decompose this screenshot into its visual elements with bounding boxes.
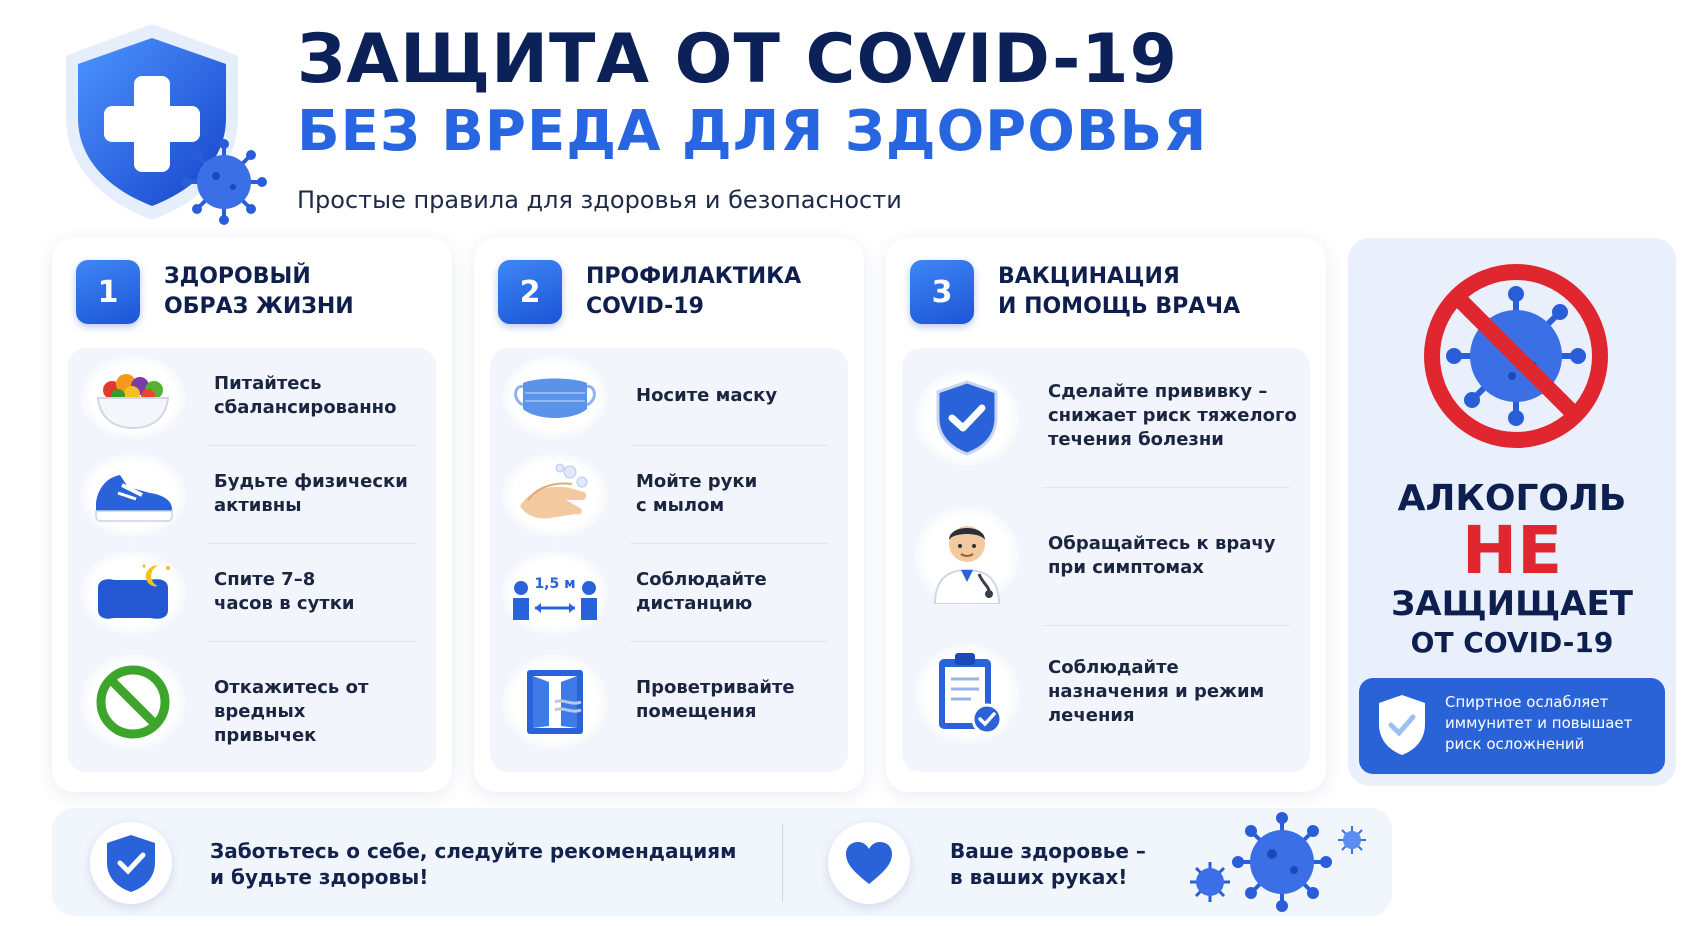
clipboard-check-icon: [914, 644, 1020, 744]
tagline: Простые правила для здоровья и безопасности: [297, 186, 902, 214]
footer-left-text: Заботьтесь о себе, следуйте рекомендациям и будьте здоровы!: [210, 839, 737, 889]
hand-wash-icon: [502, 453, 608, 537]
item-text: Соблюдайте назначения и режим лечения: [1048, 657, 1265, 726]
item-text: Носите маску: [636, 385, 778, 406]
virus-icon: [1172, 808, 1372, 916]
card-vaccination: [886, 238, 1326, 792]
step-number-badge: 2: [498, 260, 562, 324]
heart-icon: [828, 822, 910, 904]
alcohol-line-2: НЕ: [1461, 512, 1563, 589]
item-text: Будьте физически активны: [214, 471, 408, 516]
item-text: Мойте руки с мылом: [636, 471, 758, 516]
shield-plus-icon: [52, 18, 267, 228]
item-text: Спите 7–8 часов в сутки: [214, 569, 355, 614]
alcohol-line-4: ОТ COVID-19: [1410, 626, 1614, 659]
alcohol-line-3: ЗАЩИЩАЕТ: [1391, 584, 1633, 624]
card-title: ПРОФИЛАКТИКА COVID-19: [586, 264, 802, 319]
window-icon: [502, 654, 608, 750]
item-text: Соблюдайте дистанцию: [636, 569, 767, 614]
list-item: [68, 544, 436, 642]
footer-banner: [52, 808, 1392, 916]
list-item: [68, 446, 436, 544]
food-bowl-icon: [80, 355, 186, 439]
list-item: [490, 446, 848, 544]
card-prevention: [474, 238, 864, 792]
list-item: [490, 544, 848, 642]
card-title: ЗДОРОВЫЙ ОБРАЗ ЖИЗНИ: [164, 264, 354, 319]
item-text: Откажитесь от вредных привычек: [214, 677, 369, 746]
sneaker-icon: [80, 453, 186, 537]
face-mask-icon: [502, 355, 608, 439]
step-number-badge: 1: [76, 260, 140, 324]
alcohol-note-box: [1359, 678, 1665, 774]
list-item: [902, 348, 1310, 488]
item-text: Сделайте прививку – снижает риск тяжелого течения болезни: [1048, 381, 1297, 450]
page-title: ЗАЩИТА ОТ COVID-19: [297, 20, 1178, 99]
shield-check-icon: [90, 822, 172, 904]
list-item: [902, 488, 1310, 626]
list-item: [490, 348, 848, 446]
alcohol-warning-panel: [1348, 238, 1676, 786]
item-text: Обращайтесь к врачу при симптомах: [1048, 533, 1276, 578]
doctor-icon: [914, 506, 1020, 606]
list-item: [490, 642, 848, 762]
list-item: [68, 642, 436, 762]
step-number-badge: 3: [910, 260, 974, 324]
distance-label: 1,5 м: [534, 576, 576, 592]
footer-divider: [782, 824, 783, 902]
item-text: Питайтесь сбалансированно: [214, 373, 397, 418]
distance-icon: [502, 551, 608, 635]
shield-check-icon: [914, 370, 1020, 466]
card-title: ВАКЦИНАЦИЯ И ПОМОЩЬ ВРАЧА: [998, 264, 1241, 319]
list-item: [68, 348, 436, 446]
item-text: Проветривайте помещения: [636, 677, 795, 722]
no-virus-icon: [1418, 258, 1614, 454]
alcohol-line-1: АЛКОГОЛЬ: [1397, 478, 1627, 519]
pillow-moon-icon: [80, 551, 186, 635]
alcohol-note-text: Спиртное ослабляет иммунитет и повышает риск осложнений: [1445, 693, 1633, 753]
prohibited-icon: [80, 654, 186, 750]
page-subtitle: БЕЗ ВРЕДА ДЛЯ ЗДОРОВЬЯ: [297, 99, 1208, 164]
list-item: [902, 626, 1310, 762]
card-healthy-lifestyle: [52, 238, 452, 792]
footer-right-text: Ваше здоровье – в ваших руках!: [950, 839, 1146, 889]
shield-check-icon: [1375, 692, 1429, 758]
